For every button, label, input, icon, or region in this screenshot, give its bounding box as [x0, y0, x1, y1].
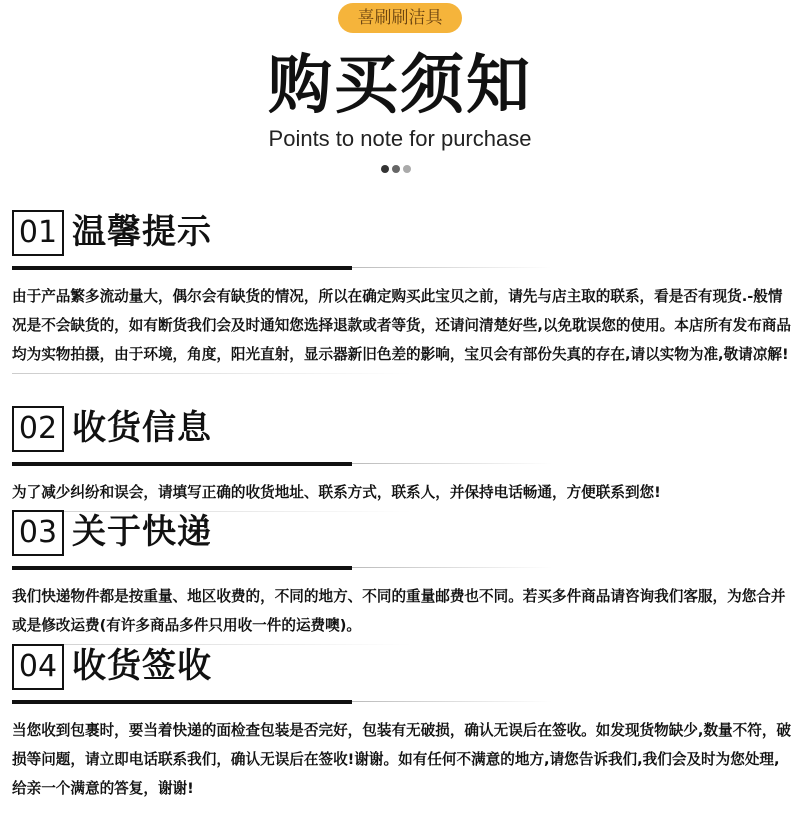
section-number: 02	[12, 406, 64, 452]
section-divider-fade	[352, 701, 552, 702]
section-title: 收货签收	[72, 646, 212, 686]
section-end-divider	[12, 373, 412, 374]
section-divider-fade	[352, 463, 552, 464]
section-receipt	[0, 644, 800, 803]
section-title: 关于快递	[72, 512, 212, 552]
dot-icon	[403, 165, 411, 173]
page-subtitle: Points to note for purchase	[268, 126, 532, 151]
decorative-dots	[381, 158, 414, 168]
header	[0, 0, 800, 180]
section-title: 温馨提示	[72, 212, 212, 252]
section-title: 收货信息	[72, 408, 212, 448]
section-body: 由于产品繁多流动量大，偶尔会有缺货的情况，所以在确定购买此宝贝之前，请先与店主取的联系，看是否有现货.-般情况是不会缺货的，如有断货我们会及时通知您选择退款或者等货，还请问清楚好些,以免耽误您的使用。本店所有发布商品均为实物拍摄，由于环境，角度，阳光直射，显示器新旧色差的影响，宝贝会有部份失真的存在,请以实物为准,敬请凉解!	[12, 288, 792, 363]
section-divider-fade	[352, 567, 552, 568]
section-header	[0, 406, 800, 470]
section-express	[0, 510, 800, 645]
section-divider	[12, 462, 352, 466]
section-divider	[12, 700, 352, 704]
section-number: 04	[12, 644, 64, 690]
dot-icon	[381, 165, 389, 173]
section-header	[0, 644, 800, 708]
section-header	[0, 510, 800, 574]
section-tips	[0, 210, 800, 374]
section-header	[0, 210, 800, 274]
section-number: 01	[12, 210, 64, 256]
section-number: 03	[12, 510, 64, 556]
section-divider	[12, 566, 352, 570]
section-body: 为了减少纠纷和误会，请填写正确的收货地址、联系方式，联系人，并保持电话畅通，方便联系到您!	[12, 484, 661, 501]
section-shipping-info	[0, 406, 800, 512]
section-body: 我们快递物件都是按重量、地区收费的，不同的地方、不同的重量邮费也不同。若买多件商品请咨询我们客服，为您合并或是修改运费(有许多商品多件只用收一件的运费噢)。	[12, 588, 786, 634]
section-divider	[12, 266, 352, 270]
brand-badge: 喜刷刷洁具	[338, 3, 462, 33]
section-body: 当您收到包裹时，要当着快递的面检查包装是否完好，包装有无破损，确认无误后在签收。如发现货物缺少,数量不符，破损等问题，请立即电话联系我们，确认无误后在签收!谢谢。如有任何不满意的地方,请您告诉我们,我们会及时为您处理,给亲一个满意的答复，谢谢!	[12, 722, 792, 797]
dot-icon	[392, 165, 400, 173]
section-divider-fade	[352, 267, 552, 268]
page-title: 购买须知	[268, 49, 532, 123]
